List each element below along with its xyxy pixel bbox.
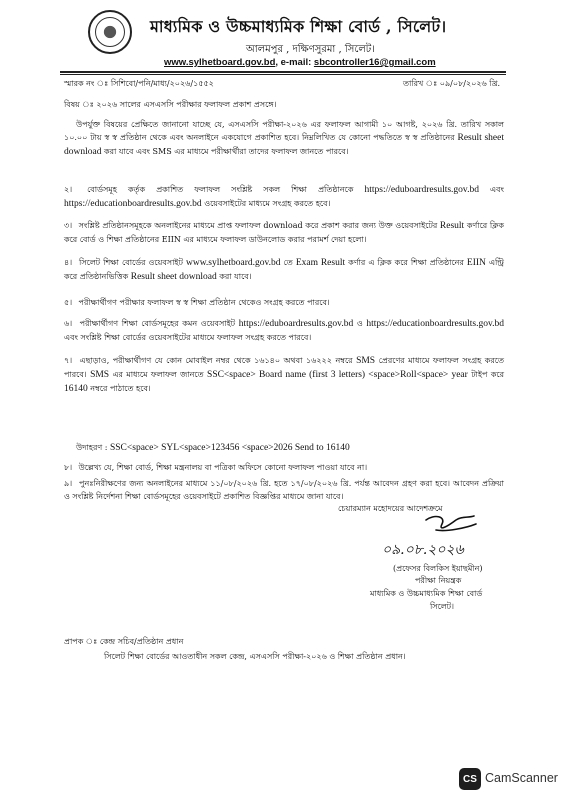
p3-text-c: কর্ণারে ক্লিক করে বোর্ড ও শিক্ষা প্রতিষ্ঠানের EIIN এর মাধ্যমে ফলাফল ডাউনলোড করার পরামর্শ দেয়া হলো। <box>64 221 504 244</box>
item-number: ৩। <box>64 221 73 230</box>
board-contact <box>164 57 436 68</box>
p7-text-i: নম্বরে পাঠাতে হবে। <box>90 384 151 393</box>
example-text: SSC<space> SYL<space>123456 <space>2026 Send to 16140 <box>109 443 350 453</box>
p7-text-e: এর মাধ্যমে ফলাফল জানতে <box>112 370 204 379</box>
sms-example <box>76 441 504 455</box>
intro-text-a: উপর্যুক্ত বিষয়ের প্রেক্ষিতে জানানো যাচ্ছে যে, এসএসসি পরীক্ষা-২০২৬ এর ফলাফল আগামী ১০ আগষ্ট, ২০২৬ খ্রি. তারিখ সকাল ১০.০০ টায় স্ব স্ব প্রতিষ্ঠান থেকে এবং অনলাইনে একযোগে প্রকাশিত হবে। নিম্নলিখিত যে কোনো পদ্ধতিতে স্ব স্ব প্রতিষ্ঠানের <box>64 120 504 142</box>
recipient-line: প্রাপক ঃ কেন্দ্র সচিব/প্রতিষ্ঠান প্রধান <box>64 637 184 646</box>
p7-text-d: SMS <box>90 370 110 380</box>
p4-text-e: কর্ণার এ ক্লিক করে শিক্ষা প্রতিষ্ঠানের <box>348 258 464 267</box>
p4-link: www.sylhetboard.gov.bd <box>185 258 281 268</box>
website-link[interactable]: www.sylhetboard.gov.bd <box>164 57 276 68</box>
p7-text-b: SMS <box>356 356 376 366</box>
camscanner-logo-icon: CS <box>459 768 481 790</box>
p7-sms-format: SSC<space> Board name (first 3 letters) <space>Roll<space> year <box>207 370 468 380</box>
p4-text-g: এন্ট্রি করে প্রতিষ্ঠানভিত্তিক <box>64 258 505 281</box>
p9-text: পুনঃনিরীক্ষণের জন্য অনলাইনের মাধ্যমে ১১/০৮/২০২৬ খ্রি. হতে ১৭/০৮/২০২৬ খ্রি. পর্যন্ত আবেদন গ্রহণ করা হবে। আবেদন প্রক্রিয়া ও সংশ্লিষ্ট নির্দেশনা শিক্ষা বোর্ডসমূহের ওয়েবসাইটে প্রকাশিত বিজ্ঞপ্তির মাধ্যমে জানা যাবে। <box>64 479 505 501</box>
item-number: ৭। <box>64 356 73 365</box>
paragraph-4 <box>64 256 504 284</box>
signatory-title: পরীক্ষা নিয়ন্ত্রক <box>415 576 462 585</box>
p7-text-c: প্রেরণের মাধ্যমে ফলাফল সংগ্রহ করতে পারবে। <box>64 356 505 379</box>
header-divider-thin <box>60 74 506 75</box>
p6-text-e: এবং সংশ্লিষ্ট শিক্ষা বোর্ডের ওয়েবসাইটের মাধ্যমে ফলাফল সংগ্রহ করতে পারবে। <box>64 333 312 342</box>
p6-text-a: পরীক্ষার্থীগণ শিক্ষা বোর্ডসমূহের কমন ওয়েবসাইট <box>79 319 236 328</box>
email-label: , e-mail: <box>275 57 314 68</box>
intro-text-b: Result sheet download <box>64 133 504 157</box>
p3-text-a: সংশ্লিষ্ট প্রতিষ্ঠানসমূহকে অনলাইনের মাধ্যমে প্রাপ্ত ফলাফল download করে প্রকাশ করার জন্য উক্ত ওয়েবসাইটের <box>78 221 438 230</box>
p8-text: উল্লেখ্য যে, শিক্ষা বোর্ড, শিক্ষা মন্ত্রনালয় বা পত্রিকা অফিসে কোনো ফলাফল পাওয়া যাবে না। <box>78 463 368 472</box>
signatory-name: (প্রফেসর বিলকিস ইয়াছমীন) <box>393 564 483 573</box>
intro-text-c: করা যাবে এবং SMS এর মাধ্যমে পরীক্ষার্থীরা তাদের ফলাফল জানতে পারবে। <box>104 147 349 156</box>
p7-text-a: এছাড়াও, পরীক্ষার্থীগণ যে কোন মোবাইল নম্বর থেকে ১৬১৪০ অথবা ১৬২২২ নম্বরে <box>79 356 353 365</box>
email-link[interactable]: sbcontroller16@gmail.com <box>313 57 436 68</box>
p4-text-c: তে <box>283 258 293 267</box>
p3-text-b: Result <box>439 221 465 231</box>
signatory-org: মাধ্যমিক ও উচ্চমাধ্যমিক শিক্ষা বোর্ড <box>370 589 483 598</box>
p4-text-i: করা যাবে। <box>219 272 252 281</box>
board-seal-logo <box>88 10 132 54</box>
p2-text-a: বোর্ডসমূহ কর্তৃক প্রকাশিত ফলাফল সংশ্লিষ্ট সকল শিক্ষা প্রতিষ্ঠানকে <box>87 185 354 194</box>
p6-text-c: ও <box>356 319 363 328</box>
p7-text-g: টাইপ করে <box>471 370 505 379</box>
header-divider <box>60 71 506 73</box>
item-number: ৪। <box>64 258 73 267</box>
p6-link-b: https://educationboardresults.gov.bd <box>366 319 505 329</box>
memo-date: তারিখ ঃ ০৯/০৮/২০২৬ খ্রি. <box>403 79 501 88</box>
item-number: ৯। <box>64 479 73 488</box>
p2-text-e: ওয়েবসাইটের মাধ্যমে সংগ্রহ করতে হবে। <box>204 199 331 208</box>
intro-paragraph <box>64 118 504 159</box>
p4-text-d: Exam Result <box>295 258 346 268</box>
p4-text-h: Result sheet download <box>130 272 217 282</box>
paragraph-2 <box>64 183 504 211</box>
item-number: ৬। <box>64 319 73 328</box>
paragraph-3 <box>64 219 504 246</box>
board-title: মাধ্যমিক ও উচ্চমাধ্যমিক শিক্ষা বোর্ড , সিলেট। <box>150 17 447 36</box>
paragraph-8 <box>64 461 504 474</box>
seal-emblem <box>95 17 125 47</box>
p2-text-c: এবং <box>490 185 504 194</box>
signatory-place: সিলেট। <box>430 602 454 611</box>
paragraph-5 <box>64 296 504 309</box>
p5-text: পরীক্ষার্থীগণ পরীক্ষার ফলাফল স্ব স্ব শিক্ষা প্রতিষ্ঠান থেকেও সংগ্রহ করতে পারবে। <box>78 298 330 307</box>
p6-link-a: https://eduboardresults.gov.bd <box>238 319 354 329</box>
p4-text-f: EIIN <box>466 258 486 268</box>
paragraph-7 <box>64 354 504 396</box>
item-number: ৫। <box>64 298 73 307</box>
item-number: ৮। <box>64 463 73 472</box>
subject-line: বিষয় ঃ ২০২৬ সালের এসএসসি পরীক্ষার ফলাফল প্রকাশ প্রসঙ্গে। <box>64 100 277 109</box>
handwritten-signature <box>376 512 526 562</box>
signature-intro: চেয়ারম্যান মহোদয়ের আদেশক্রমে <box>338 504 443 513</box>
paragraph-9 <box>64 477 504 503</box>
p2-link-b: https://educationboardresults.gov.bd <box>64 199 202 209</box>
p4-text-a: সিলেট শিক্ষা বোর্ডের ওয়েবসাইট <box>79 258 183 267</box>
p2-link-a: https://eduboardresults.gov.bd <box>364 185 479 195</box>
memo-number: স্মারক নং ঃ সিশিবো/পনি/মাধ্য/২০২৬/১৫৫২ <box>64 79 214 88</box>
paragraph-6 <box>64 317 504 344</box>
recipient-details: সিলেট শিক্ষা বোর্ডের আওতাধীন সকল কেন্দ্র, এসএসসি পরীক্ষা-২০২৬ ও শিক্ষা প্রতিষ্ঠান প্রধান। <box>104 652 406 661</box>
handwritten-date: ০৯.০৮.২০২৬ <box>382 542 464 558</box>
example-label: উদাহরণ : <box>76 443 108 452</box>
camscanner-label: CamScanner <box>485 771 558 785</box>
item-number: ২। <box>64 185 73 194</box>
p7-number: 16140 <box>64 384 88 394</box>
board-address: আলমপুর , দক্ষিণসুরমা , সিলেট। <box>246 44 375 55</box>
